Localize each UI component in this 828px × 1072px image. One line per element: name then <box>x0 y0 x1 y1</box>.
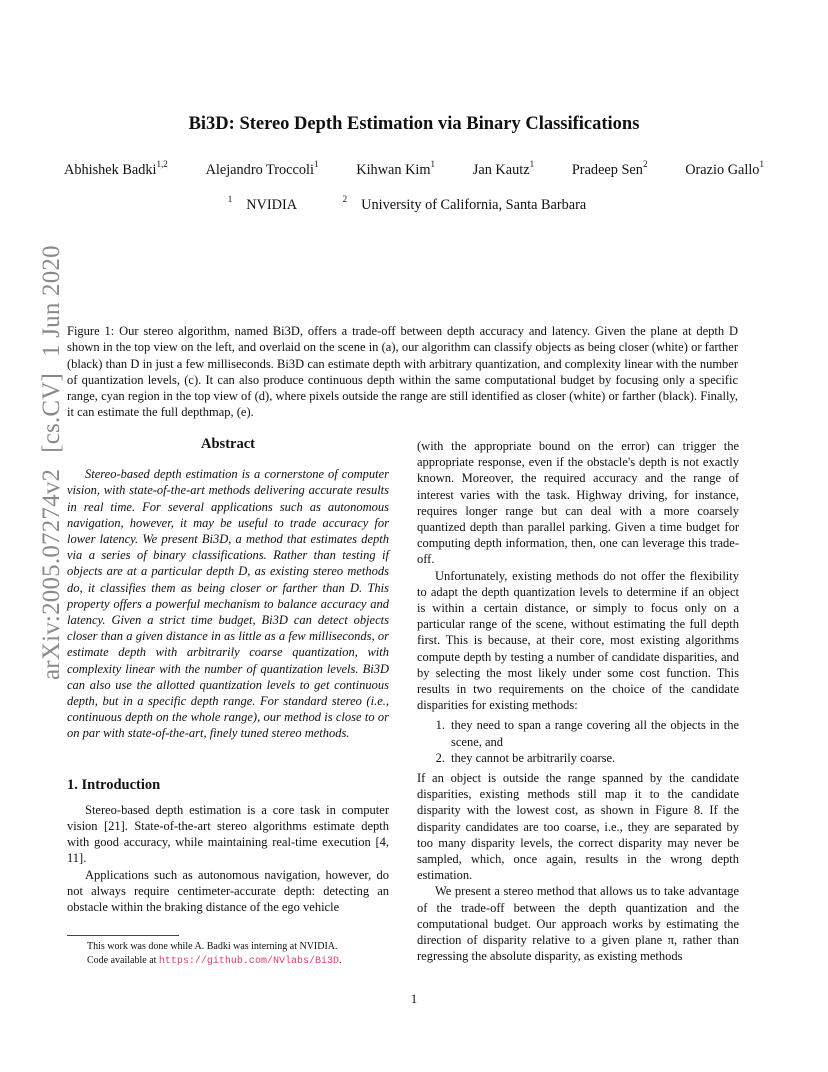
abstract-body: Stereo-based depth estimation is a cornerstone of computer vision, with state-of-the-art methods delivering accurate results in real time. For several applications such as autonomous navigation, however, it may be useful to trade accuracy for lower latency. We present Bi3D, a method that estimates depth via a series of binary classifications. Rather than testing if objects are at a particular depth D, as existing stereo methods do, it classifies them as being closer or farther than D. This property offers a powerful mechanism to balance accuracy and latency. Given a strict time budget, Bi3D can detect objects closer than a given distance in as little as a few milliseconds, or estimate depth with arbitrarily coarse quantization, with complexity linear with the number of quantization levels. Bi3D can also use the allotted quantization levels to get continuous depth, but in a specific depth range. For standard stereo (i.e., continuous depth on the whole range), our method is close to or on par with state-of-the-art, finely tuned stereo methods. <box>67 467 389 741</box>
author: Alejandro Troccoli$^1$ <box>205 159 319 178</box>
abstract-heading: Abstract <box>201 436 255 452</box>
affiliation: $^1$ NVIDIA <box>227 194 298 213</box>
body-paragraph: (with the appropriate bound on the error) can trigger the appropriate response, even if the obstacle's depth is not exactly known. Moreover, the required accuracy and the range of interest varies with the task. Highway driving, for instance, requires longer range but can deal with a more coarsely quantized depth than parallel parking. Given a time budget for computing depth information, then, one can leverage this trade-off. <box>417 439 739 567</box>
body-paragraph: We present a stereo method that allows us to take advantage of the trade-off between the depth quantization and the computational budget. Our approach works by estimating the direction of disparity relative to a given plane π, rather than regressing the absolute disparity, as existing methods <box>417 884 739 964</box>
list-number: 2. <box>435 750 445 765</box>
author-list <box>64 159 764 179</box>
right-column <box>417 438 739 965</box>
footnote-divider <box>67 935 179 936</box>
author: Abhishek Badki$^{1,2}$ <box>64 159 168 178</box>
list-item <box>417 750 739 766</box>
introduction-heading: 1. Introduction <box>67 776 161 793</box>
left-column <box>67 436 389 915</box>
paper-title: Bi3D: Stereo Depth Estimation via Binary Classifications <box>188 114 640 134</box>
footnote-code-note: Code available at https://github.com/NVlabs/Bi3D. <box>87 955 342 967</box>
footnotes <box>87 940 341 969</box>
affiliation-list <box>0 194 828 214</box>
list-number: 1. <box>435 718 445 733</box>
list-text: they cannot be arbitrarily coarse. <box>451 750 616 765</box>
footnote-work-note: This work was done while A. Badki was interning at NVIDIA. <box>87 941 338 952</box>
code-link[interactable]: https://github.com/NVlabs/Bi3D <box>158 956 339 967</box>
arxiv-id: arXiv:2005.07274v2 <box>38 468 65 680</box>
arxiv-date: 1 Jun 2020 <box>38 245 65 357</box>
author: Jan Kautz$^1$ <box>472 159 535 178</box>
author: Orazio Gallo$^1$ <box>685 159 764 178</box>
intro-paragraph: Applications such as autonomous navigation, however, do not always require centimeter-accurate depth: detecting an obstacle within the braking distance of the ego vehicle <box>67 867 389 915</box>
affiliation: $^2$ University of California, Santa Barbara <box>342 194 587 213</box>
intro-paragraph: Stereo-based depth estimation is a core task in computer vision [21]. State-of-the-art stereo algorithms estimate depth with good accuracy, while maintaining real-time execution [4, 11]. <box>67 802 389 866</box>
author: Kihwan Kim$^1$ <box>356 159 436 178</box>
figure-caption: Figure 1: Our stereo algorithm, named Bi3D, offers a trade-off between depth accuracy and latency. Given the plane at depth D shown in the top view on the left, and overlaid on the scene in (a), our algorithm can classify objects as being closer (white) or farther (black) than D in just a few milliseconds. Bi3D can estimate depth with arbitrary quantization, and complexity linear with the number of quantization levels, (c). It can also produce continuous depth within the same computational budget by focusing only a specific range, cyan region in the top view of (d), where pixels outside the range are still identified as closer (white) or farther (black). Finally, it can estimate the full depthmap, (e). <box>67 324 738 420</box>
arxiv-sidebar-stamp <box>38 229 66 680</box>
requirements-list <box>417 717 739 766</box>
author: Pradeep Sen$^2$ <box>571 159 648 178</box>
list-text: they need to span a range covering all the objects in the scene, and <box>451 718 739 749</box>
arxiv-category: [cs.CV] <box>38 372 65 453</box>
body-paragraph: Unfortunately, existing methods do not offer the flexibility to adapt the depth quantization levels to determine if an object is within a certain distance, or simply to focus only on a particular range of the scene, without estimating the full depth first. This is because, at their core, most existing algorithms compute depth by testing a number of candidate disparities, and by selecting the most likely under some cost function. This results in two requirements on the choice of the candidate disparities for existing methods: <box>417 568 739 713</box>
page-number: 1 <box>410 992 418 1006</box>
body-paragraph: If an object is outside the range spanned by the candidate disparities, existing methods still map it to the candidate disparity with the lowest cost, as shown in Figure 8. If the disparity candidates are too coarse, i.e., they are separated by too many disparity levels, the correct disparity may never be sampled, which, once again, results in the wrong depth estimation. <box>417 771 739 883</box>
list-item <box>417 717 739 749</box>
